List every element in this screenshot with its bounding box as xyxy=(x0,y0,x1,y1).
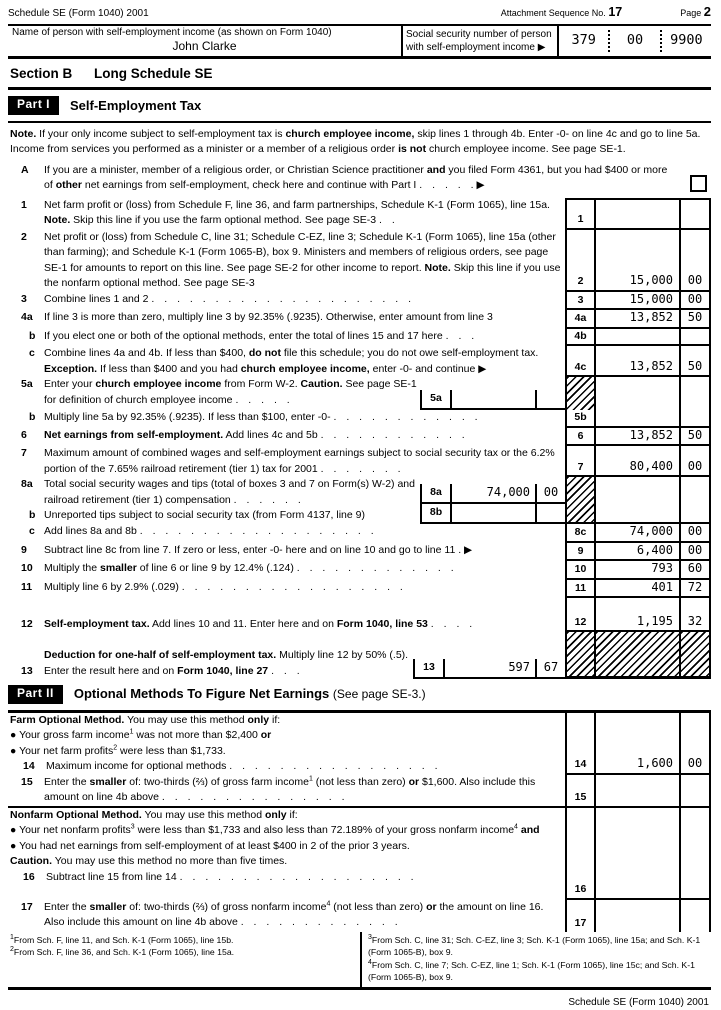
line-number: c xyxy=(8,346,44,377)
line-15 xyxy=(8,775,711,808)
attachment-sequence: Attachment Sequence No. 17 xyxy=(501,5,623,22)
line-8b-amount[interactable] xyxy=(452,504,535,522)
line-17-cents[interactable] xyxy=(679,900,709,932)
form4361-checkbox[interactable] xyxy=(690,175,707,192)
part2-badge: Part II xyxy=(8,685,63,704)
part1-heading xyxy=(8,90,711,121)
line-9-label: Subtract line 8c from line 7. If zero or less, enter -0- here and on line 10 and go to line 11 . ▶ xyxy=(44,543,565,562)
line-number: 12 xyxy=(8,617,44,633)
line-7-cents[interactable]: 00 xyxy=(679,446,709,475)
attachment-number: 17 xyxy=(608,5,622,19)
line-1-amount[interactable] xyxy=(596,200,679,228)
line-8-entry-boxes xyxy=(420,484,565,524)
line-number: b xyxy=(8,508,44,524)
line-1 xyxy=(8,198,711,230)
hatched-block xyxy=(565,632,711,679)
ssn-area[interactable]: 379 xyxy=(559,26,608,56)
line-2 xyxy=(8,230,711,292)
hatched-cell xyxy=(567,477,596,522)
box-number: 14 xyxy=(567,713,596,773)
line-number: 8a xyxy=(8,477,44,508)
line-8b-label: Unreported tips subject to social security tax (from Form 4137, line 9) xyxy=(44,508,420,524)
line-5a-entry-box xyxy=(420,390,565,410)
line-2-label: Net profit or (loss) from Schedule C, line 31; Schedule C-EZ, line 3; Schedule K-1 (Form 1065), line 15a (other than farming); and Schedule K-1 (Form 1065-B), box 9. Ministers and members of religious orders, see page SE-1 for amounts to report on this line. See page SE-2 for other income to report. Note. Skip this line if you use the nonfarm optional method. See page SE-3 xyxy=(44,230,565,292)
line-10-amount[interactable]: 793 xyxy=(596,561,679,578)
section-b-heading: Section B Long Schedule SE xyxy=(8,59,711,88)
line-15-cents[interactable] xyxy=(679,775,709,806)
part1-title: Self-Employment Tax xyxy=(70,98,201,114)
line-4b-label: If you elect one or both of the optional methods, enter the total of lines 15 and 17 here . . . xyxy=(44,329,565,347)
line-8a-label: Total social security wages and tips (total of boxes 3 and 7 on Form(s) W-2) and railroad retirement (tier 1) compensation . . . . . . xyxy=(44,477,420,508)
box-number: 15 xyxy=(567,775,596,806)
part1-badge: Part I xyxy=(8,96,59,115)
line-16-amount[interactable] xyxy=(596,808,679,898)
box-number: 6 xyxy=(567,428,596,445)
line-number: 5a xyxy=(8,377,44,410)
line-1-label: Net farm profit or (loss) from Schedule F, line 36, and farm partnerships, Schedule K-1 (Form 1065), line 15a. Note. Skip this line if you use the farm optional method. See page SE-3 . . xyxy=(44,198,565,230)
line-7 xyxy=(8,446,711,477)
footnote-1: $^1$From Sch. F, line 11, and Sch. K-1 (Form 1065), line 15b. xyxy=(10,934,356,947)
line-13-label: Deduction for one-half of self-employment tax. Multiply line 12 by 50% (.5). Enter the result here and on Form 1040, line 27 . . . xyxy=(44,648,413,679)
line-8c-label: Add lines 8a and 8b . . . . . . . . . . . . . . . . . . . xyxy=(44,524,565,543)
line-2-cents[interactable]: 00 xyxy=(679,230,709,290)
line-3-label: Combine lines 1 and 2 . . . . . . . . . . . . . . . . . . . . . xyxy=(44,292,565,311)
name-value[interactable]: John Clarke xyxy=(12,39,397,54)
line-5b xyxy=(8,410,711,428)
line-7-amount[interactable]: 80,400 xyxy=(596,446,679,475)
line-1-cents[interactable] xyxy=(679,200,709,228)
page-footer: Schedule SE (Form 1040) 2001 xyxy=(8,990,711,1010)
box-number: 16 xyxy=(567,808,596,898)
part1-note: Note. If your only income subject to self-employment tax is church employee income, skip lines 1 through 4b. Enter -0- on line 4c and go to line 5a. Income from services you performed as a minister or a member of a religious order is not church employee income. See page SE-1. xyxy=(8,123,711,160)
line-11-label: Multiply line 6 by 2.9% (.029) . . . . . . . . . . . . . . . . . . xyxy=(44,580,565,599)
line-4b-cents[interactable] xyxy=(679,329,709,345)
line-9 xyxy=(8,543,711,562)
hatched-cell xyxy=(567,377,596,410)
line-4a-cents[interactable]: 50 xyxy=(679,310,709,327)
line-4c-amount[interactable]: 13,852 xyxy=(596,346,679,375)
part2-heading xyxy=(8,679,711,710)
line-15-label: Enter the smaller of: two-thirds (⅔) of gross farm income$^1$ (not less than zero) or $1,600. Also include this amount on line 4b above . . . . . . . . . . . . . . . xyxy=(44,775,565,806)
line-16-cents[interactable] xyxy=(679,808,709,898)
line-12-amount[interactable]: 1,195 xyxy=(596,598,679,630)
line-14-amount[interactable]: 1,600 xyxy=(596,713,679,773)
nonfarm-bullet-2: ● You had net earnings from self-employment of at least $400 in 2 of the prior 3 years. xyxy=(10,839,565,855)
line-11-amount[interactable]: 401 xyxy=(596,580,679,597)
line-number: 11 xyxy=(8,580,44,599)
ssn-field[interactable] xyxy=(559,26,711,56)
line-12-cents[interactable]: 32 xyxy=(679,598,709,630)
line-4c-cents[interactable]: 50 xyxy=(679,346,709,375)
line-number: 10 xyxy=(8,561,44,580)
ssn-group[interactable]: 00 xyxy=(610,26,659,56)
line-3-cents[interactable]: 00 xyxy=(679,292,709,309)
farm-bullet-2: ● Your net farm profits$^2$ were less than $1,733. xyxy=(10,744,565,760)
line-5a-amount[interactable] xyxy=(452,390,535,408)
box-number: 7 xyxy=(567,446,596,475)
line-5b-label: Multiply line 5a by 92.35% (.9235). If less than $100, enter -0- . . . . . . . . . . . . xyxy=(44,410,565,428)
box-number: 4b xyxy=(567,329,596,345)
line-15-amount[interactable] xyxy=(596,775,679,806)
line-5a-label: Enter your church employee income from Form W-2. Caution. See page SE-1 for definition of church employee income . . . . . xyxy=(44,377,420,410)
line-5b-cents[interactable] xyxy=(679,410,709,426)
nonfarm-optional-method xyxy=(8,808,711,900)
line-13 xyxy=(8,632,711,679)
ssn-serial[interactable]: 9900 xyxy=(662,26,711,56)
line-5a xyxy=(8,377,711,410)
box-number: 5a xyxy=(422,390,452,408)
line-17-label: Enter the smaller of: two-thirds (⅔) of gross nonfarm income$^4$ (not less than zero) or the amount on line 16. Also include this amount on line 4b above . . . . . . . . . . . . . xyxy=(44,900,565,932)
page-number: Page 2 xyxy=(680,4,711,22)
line-14-cents[interactable]: 00 xyxy=(679,713,709,773)
ssn-label: Social security number of person with self-employment income ▶ xyxy=(401,26,559,56)
footnote-2: $^2$From Sch. F, line 36, and Sch. K-1 (Form 1065), line 15a. xyxy=(10,946,356,959)
footnotes xyxy=(8,932,711,990)
line-number: c xyxy=(8,524,44,543)
nonfarm-caution: Caution. You may use this method no more than five times. xyxy=(10,854,565,870)
farm-optional-method xyxy=(8,713,711,775)
box-number: 2 xyxy=(567,230,596,290)
line-11 xyxy=(8,580,711,599)
line-8c-amount[interactable]: 74,000 xyxy=(596,524,679,541)
footnote-3: $^3$From Sch. C, line 31; Sch. C-EZ, line 3; Sch. K-1 (Form 1065), line 15a; and Sch. K-1 (Form 1065-B), box 9. xyxy=(368,934,709,959)
line-4a-amount[interactable]: 13,852 xyxy=(596,310,679,327)
line-11-cents[interactable]: 72 xyxy=(679,580,709,597)
box-number: 8c xyxy=(567,524,596,541)
line-12-label: Self-employment tax. Add lines 10 and 11. Enter here and on Form 1040, line 53 . . . . xyxy=(44,617,565,633)
line-6-label: Net earnings from self-employment. Add lines 4c and 5b . . . . . . . . . . . . xyxy=(44,428,565,447)
line-12 xyxy=(8,598,711,632)
box-number: 9 xyxy=(567,543,596,560)
line-5a-cents[interactable] xyxy=(535,390,565,408)
line-number: 3 xyxy=(8,292,44,311)
box-number: 3 xyxy=(567,292,596,309)
line-6-amount[interactable]: 13,852 xyxy=(596,428,679,445)
line-13-amount[interactable]: 597 xyxy=(445,659,535,677)
box-number: 8a xyxy=(422,484,452,502)
box-number: 17 xyxy=(567,900,596,932)
line-4b-amount[interactable] xyxy=(596,329,679,345)
line-10 xyxy=(8,561,711,580)
line-8ab xyxy=(8,477,711,524)
line-8b-cents[interactable] xyxy=(535,504,565,522)
box-number: 1 xyxy=(567,200,596,228)
line-8c-cents[interactable]: 00 xyxy=(679,524,709,541)
line-8a-cents[interactable]: 00 xyxy=(535,484,565,502)
part2-title: Optional Methods To Figure Net Earnings (See page SE-3.) xyxy=(74,686,426,703)
line-number: b xyxy=(8,329,44,347)
page-header xyxy=(8,3,711,24)
line-number: 16 xyxy=(10,870,46,886)
line-5b-amount[interactable] xyxy=(596,410,679,426)
line-number: 17 xyxy=(8,900,44,932)
line-number: 14 xyxy=(10,759,46,775)
farm-bullet-1: ● Your gross farm income$^1$ was not more than $2,400 or xyxy=(10,728,565,744)
line-8a-amount[interactable]: 74,000 xyxy=(452,484,535,502)
line-4a xyxy=(8,310,711,329)
line-a-text: If you are a minister, member of a religious order, or Christian Science practitioner and you filed Form 4361, but you had $400 or more of other net earnings from self-employment, check here and continue with Part I . . . . . ▶ xyxy=(44,163,711,194)
box-number: 12 xyxy=(567,598,596,630)
line-number: 15 xyxy=(8,775,44,806)
line-9-cents[interactable]: 00 xyxy=(679,543,709,560)
line-4b xyxy=(8,329,711,347)
nonfarm-method-header: Nonfarm Optional Method. You may use this method only if: xyxy=(10,808,565,824)
line-17-amount[interactable] xyxy=(596,900,679,932)
line-3 xyxy=(8,292,711,311)
footnote-4: $^4$From Sch. C, line 7; Sch. C-EZ, line 1; Sch. K-1 (Form 1065), line 15c; and Sch. K-1 (Form 1065-B), box 9. xyxy=(368,959,709,984)
box-number: 11 xyxy=(567,580,596,597)
line-9-amount[interactable]: 6,400 xyxy=(596,543,679,560)
line-8c xyxy=(8,524,711,543)
line-number: 6 xyxy=(8,428,44,447)
line-13-cents[interactable]: 67 xyxy=(535,659,565,677)
line-number: 2 xyxy=(8,230,44,292)
name-field[interactable] xyxy=(8,26,401,56)
name-label: Name of person with self-employment income (as shown on Form 1040) xyxy=(12,27,397,39)
box-number: 4c xyxy=(567,346,596,375)
line-4a-label: If line 3 is more than zero, multiply line 3 by 92.35% (.9235). Otherwise, enter amount from line 3 xyxy=(44,310,565,329)
line-a-number: A xyxy=(8,163,44,194)
form-title: Schedule SE (Form 1040) 2001 xyxy=(8,6,501,22)
line-16-label: Subtract line 15 from line 14 . . . . . . . . . . . . . . . . . . . xyxy=(46,870,565,886)
line-number: 4a xyxy=(8,310,44,329)
line-13-entry-box xyxy=(413,659,565,679)
line-7-label: Maximum amount of combined wages and self-employment earnings subject to social security tax or the 6.2% portion of the 7.65% railroad retirement (tier 1) tax for 2001 . . . . . . . xyxy=(44,446,565,477)
line-a xyxy=(8,160,711,198)
line-4c xyxy=(8,346,711,377)
line-17 xyxy=(8,900,711,932)
line-10-cents[interactable]: 60 xyxy=(679,561,709,578)
line-14-label: Maximum income for optional methods . . . . . . . . . . . . . . . . . xyxy=(46,759,565,775)
line-6 xyxy=(8,428,711,447)
box-number: 4a xyxy=(567,310,596,327)
line-number: b xyxy=(8,410,44,428)
nonfarm-bullet-1: ● Your net nonfarm profits$^3$ were less than $1,733 and also less than 72.189% of your gross nonfarm income$^4$ and xyxy=(10,823,565,839)
line-3-amount[interactable]: 15,000 xyxy=(596,292,679,309)
line-number: 7 xyxy=(8,446,44,477)
line-10-label: Multiply the smaller of line 6 or line 9 by 12.4% (.124) . . . . . . . . . . . . . xyxy=(44,561,565,580)
part1-grid xyxy=(8,198,711,680)
box-number: 10 xyxy=(567,561,596,578)
box-number: 13 xyxy=(415,659,445,677)
line-number: 13 xyxy=(8,664,44,680)
box-number: 8b xyxy=(422,504,452,522)
part2-grid xyxy=(8,713,711,932)
line-4c-label: Combine lines 4a and 4b. If less than $400, do not file this schedule; you do not owe self-employment tax. Exception. If less than $400 and you had church employee income, enter -0- and continue ▶ xyxy=(44,346,565,377)
box-number: 5b xyxy=(567,410,596,426)
line-number: 9 xyxy=(8,543,44,562)
line-2-amount[interactable]: 15,000 xyxy=(596,230,679,290)
line-number: 1 xyxy=(8,198,44,230)
farm-method-header: Farm Optional Method. You may use this method only if: xyxy=(10,713,565,729)
taxpayer-info-box xyxy=(8,24,711,59)
line-6-cents[interactable]: 50 xyxy=(679,428,709,445)
part2-title-suffix: (See page SE-3.) xyxy=(333,687,426,701)
